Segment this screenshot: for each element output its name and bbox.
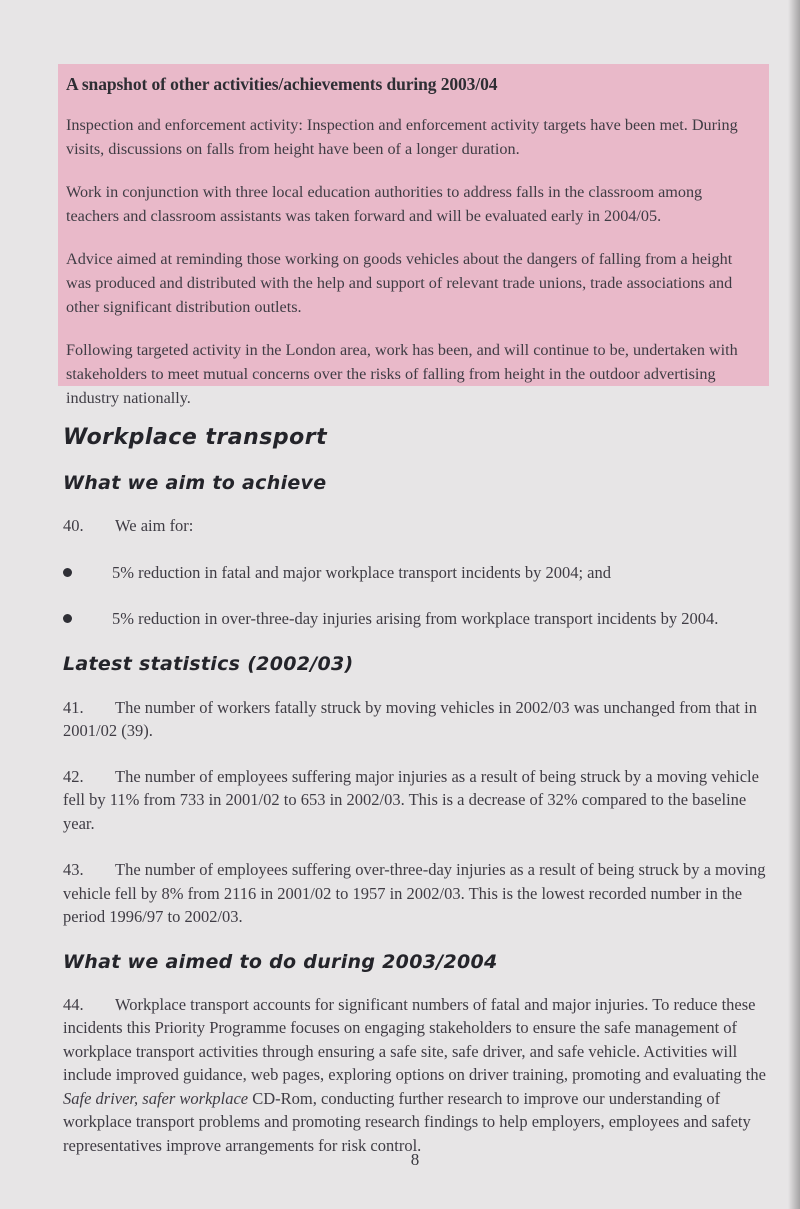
snapshot-box [58, 64, 769, 407]
aim-intro: We aim for: [115, 516, 194, 535]
paragraph-text: The number of employees suffering major injuries as a result of being struck by a moving vehicle fell by 11% from 733 in 2001/02 to 653 in 2002/03. This is a decrease of 32% compared to the baseline year. [63, 766, 759, 833]
paragraph-42 [63, 765, 769, 836]
snapshot-title: A snapshot of other activities/achievements during 2003/04 [66, 74, 498, 94]
paragraph-text-a: Workplace transport accounts for significant numbers of fatal and major injuries. To reduce these incidents this Priority Programme focuses on engaging stakeholders to ensure the safe management of workplace transport activities through ensuring a safe site, safe driver, and safe vehicle. Activities will include improved guidance, web pages, exploring options on driver training, promoting and evaluating the [63, 994, 766, 1084]
paragraph-43 [63, 858, 769, 929]
stats-heading: Latest statistics (2002/03) [63, 652, 354, 675]
paragraph-number: 40. [63, 516, 84, 535]
bullet-dot [63, 568, 72, 577]
paragraph-40 [63, 514, 769, 538]
bullet-dot [63, 614, 72, 623]
paragraph-text: The number of employees suffering over-three-day injuries as a result of being struck by a moving vehicle fell by 8% from 2116 in 2001/02 to 1957 in 2002/03. This is the lowest recorded number in the period 1996/97 to 2002/03. [63, 860, 766, 926]
paragraph-44 [63, 993, 769, 1158]
bullet-text: 5% reduction in over-three-day injuries arising from workplace transport incidents by 2004. [112, 609, 719, 628]
page-number: 8 [410, 1150, 420, 1169]
plan-heading: What we aimed to do during 2003/2004 [63, 950, 498, 973]
paragraph-text: The number of workers fatally struck by moving vehicles in 2002/03 was unchanged from that in 2001/02 (39). [63, 697, 757, 740]
paragraph-number: 43. [63, 860, 84, 879]
paragraph-number: 41. [63, 697, 84, 717]
bullet-item [63, 607, 769, 631]
page-edge-shadow [788, 0, 800, 1209]
snapshot-paragraph: Inspection and enforcement activity: Inspection and enforcement activity targets have been met. During visits, discussions on falls from height have been of a longer duration. [66, 116, 738, 158]
section-title: Workplace transport [63, 425, 328, 450]
paragraph-number: 42. [63, 766, 84, 786]
aim-heading: What we aim to achieve [63, 472, 327, 494]
bullet-item [63, 561, 769, 585]
cd-rom-title: Safe driver, safer workplace [63, 1088, 249, 1108]
snapshot-paragraph: Following targeted activity in the London area, work has been, and will continue to be, undertaken with stakeholders to meet mutual concerns over the risks of falling from height in the outdoor advertising industry nationally. [66, 341, 738, 407]
snapshot-paragraph: Work in conjunction with three local education authorities to address falls in the classroom among teachers and classroom assistants was taken forward and will be evaluated early in 2004/05. [66, 183, 703, 225]
main-content [63, 425, 769, 1157]
bullet-text: 5% reduction in fatal and major workplace transport incidents by 2004; and [112, 562, 611, 582]
paragraph-text-b: CD-Rom, conducting further research to improve our understanding of workplace transport problems and promoting research findings to help employers, employees and safety representatives improve arrangements for risk control. [63, 1088, 751, 1155]
snapshot-paragraph: Advice aimed at reminding those working on goods vehicles about the dangers of falling from a height was produced and distributed with the help and support of relevant trade unions, trade associations and other significant distribution outlets. [66, 250, 733, 316]
paragraph-41 [63, 696, 769, 743]
paragraph-number: 44. [63, 994, 84, 1014]
